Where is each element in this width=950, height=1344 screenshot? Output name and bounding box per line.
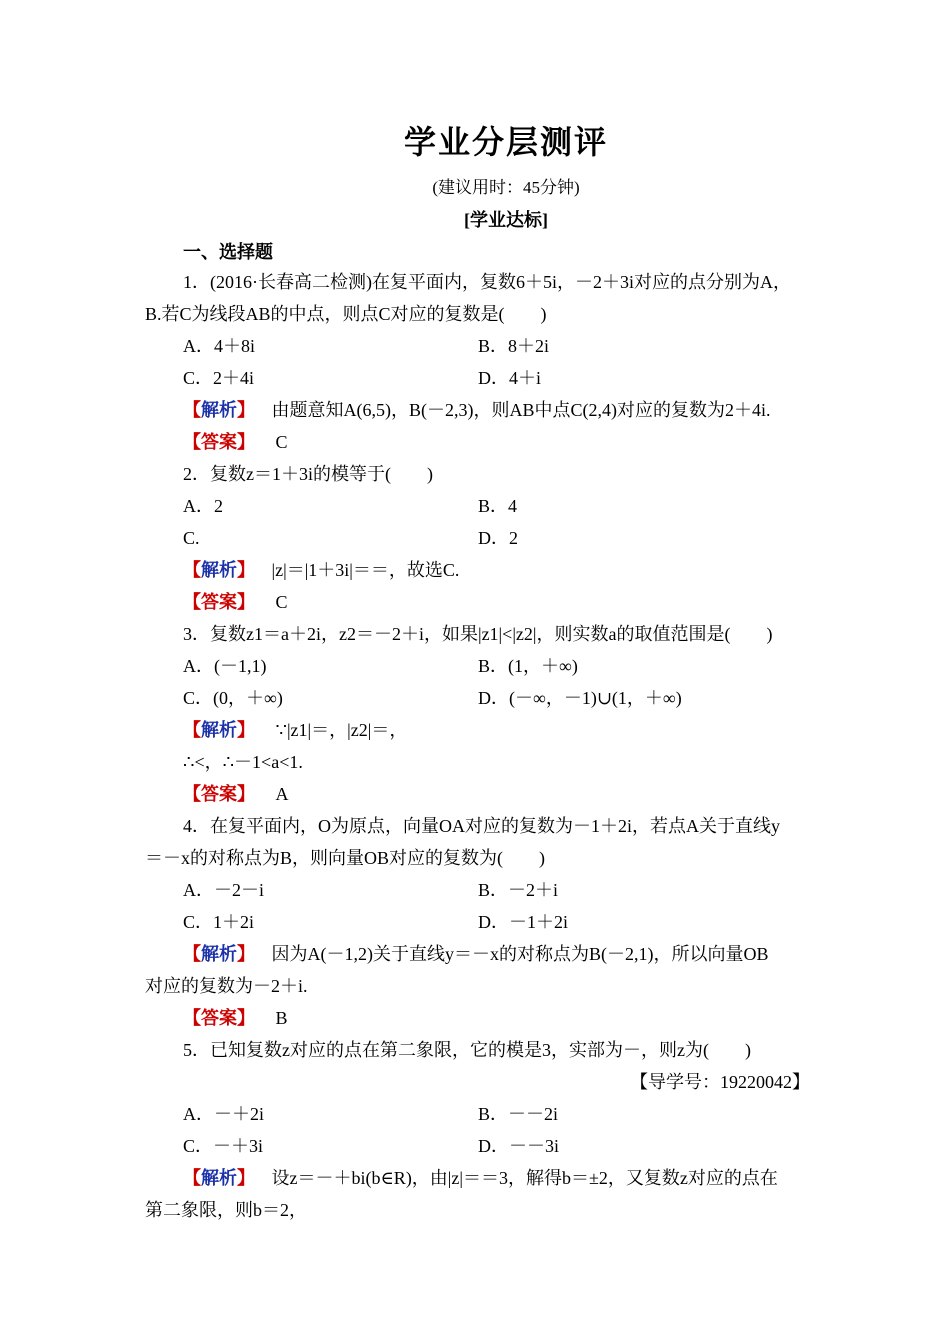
q3-stem: 3．复数z1＝a＋2i，z2＝－2＋i，如果|z1|<|z2|，则实数a的取值范围是( ) xyxy=(183,624,773,644)
q4-solution-text: 因为A(－1,2)关于直线y＝－x的对称点为B(－2,1)，所以向量OB xyxy=(271,944,769,964)
q4-answer-value: B xyxy=(275,1008,288,1028)
q4-solution xyxy=(183,942,768,966)
q2-answer xyxy=(183,590,288,614)
q5-solution-line2: 第二象限，则b＝2， xyxy=(145,1200,307,1220)
q3-solution-text: ∵|z1|＝，|z2|＝， xyxy=(275,720,408,740)
q4-option-b: B．－2＋i xyxy=(478,880,559,900)
q3-option-d: D．(－∞，－1)∪(1，＋∞) xyxy=(478,688,682,708)
q2-option-d: D．2 xyxy=(478,528,518,548)
q5-option-a: A．－＋2i xyxy=(183,1104,264,1124)
q4-solution-line2: 对应的复数为－2＋i. xyxy=(145,976,308,996)
analysis-tag: 【解析】 xyxy=(183,400,255,420)
answer-tag: 【答案】 xyxy=(183,1008,255,1028)
q4-answer xyxy=(183,1006,288,1030)
q4-option-d: D．－1＋2i xyxy=(478,912,568,932)
q4-stem-line1: 4．在复平面内，O为原点，向量OA对应的复数为－1＋2i，若点A关于直线y xyxy=(183,816,780,836)
q4-option-c: C．1＋2i xyxy=(183,912,255,932)
q3-answer xyxy=(183,782,289,806)
q5-option-b: B．－－2i xyxy=(478,1104,559,1124)
q4-stem-line2: ＝－x的对称点为B，则向量OB对应的复数为( ) xyxy=(145,848,545,868)
part-heading: 一、选择题 xyxy=(183,242,273,262)
q2-option-a: A．2 xyxy=(183,496,223,516)
analysis-tag: 【解析】 xyxy=(183,720,255,740)
analysis-tag: 【解析】 xyxy=(183,1168,255,1188)
page-title: 学业分层测评 xyxy=(403,124,608,160)
q5-option-c: C．－＋3i xyxy=(183,1136,264,1156)
q2-option-b: B．4 xyxy=(478,496,518,516)
q1-solution xyxy=(183,398,770,422)
q1-stem-line2: B.若C为线段AB的中点，则点C对应的复数是( ) xyxy=(145,304,547,324)
q1-option-c: C．2＋4i xyxy=(183,368,255,388)
q1-solution-text: 由题意知A(6,5)，B(－2,3)，则AB中点C(2,4)对应的复数为2＋4i. xyxy=(271,400,771,420)
q3-solution-line2: ∴<，∴－1<a<1. xyxy=(183,752,303,772)
q5-solution xyxy=(183,1166,778,1190)
q2-option-c: C. xyxy=(183,528,200,548)
q5-solution-text: 设z＝－＋bi(b∈R)，由|z|＝＝3，解得b＝±2，又复数z对应的点在 xyxy=(271,1168,778,1188)
q1-answer xyxy=(183,430,288,454)
q4-option-a: A．－2－i xyxy=(183,880,264,900)
answer-tag: 【答案】 xyxy=(183,784,255,804)
analysis-tag: 【解析】 xyxy=(183,560,255,580)
q3-option-c: C．(0，＋∞) xyxy=(183,688,283,708)
q1-option-d: D．4＋i xyxy=(478,368,541,388)
q3-solution xyxy=(183,718,407,742)
q2-answer-value: C xyxy=(275,592,288,612)
section-heading: [学业达标] xyxy=(464,210,548,230)
q5-option-d: D．－－3i xyxy=(478,1136,559,1156)
q2-stem: 2．复数z＝1＋3i的模等于( ) xyxy=(183,464,433,484)
q1-stem-line1: 1．(2016·长春高二检测)在复平面内，复数6＋5i，－2＋3i对应的点分别为A， xyxy=(183,272,791,292)
time-note: (建议用时：45分钟) xyxy=(432,178,580,197)
q1-option-b: B．8＋2i xyxy=(478,336,550,356)
analysis-tag: 【解析】 xyxy=(183,944,255,964)
q3-option-a: A．(－1,1) xyxy=(183,656,267,676)
q5-stem: 5．已知复数z对应的点在第二象限，它的模是3，实部为－，则z为( ) xyxy=(183,1040,751,1060)
answer-tag: 【答案】 xyxy=(183,432,255,452)
q2-solution-text: |z|＝|1＋3i|＝＝，故选C. xyxy=(271,560,460,580)
q3-answer-value: A xyxy=(275,784,289,804)
q1-option-a: A．4＋8i xyxy=(183,336,255,356)
q3-option-b: B．(1，＋∞) xyxy=(478,656,578,676)
guide-number: 【导学号：19220042】 xyxy=(630,1072,810,1092)
q1-answer-value: C xyxy=(275,432,288,452)
answer-tag: 【答案】 xyxy=(183,592,255,612)
q2-solution xyxy=(183,558,459,582)
